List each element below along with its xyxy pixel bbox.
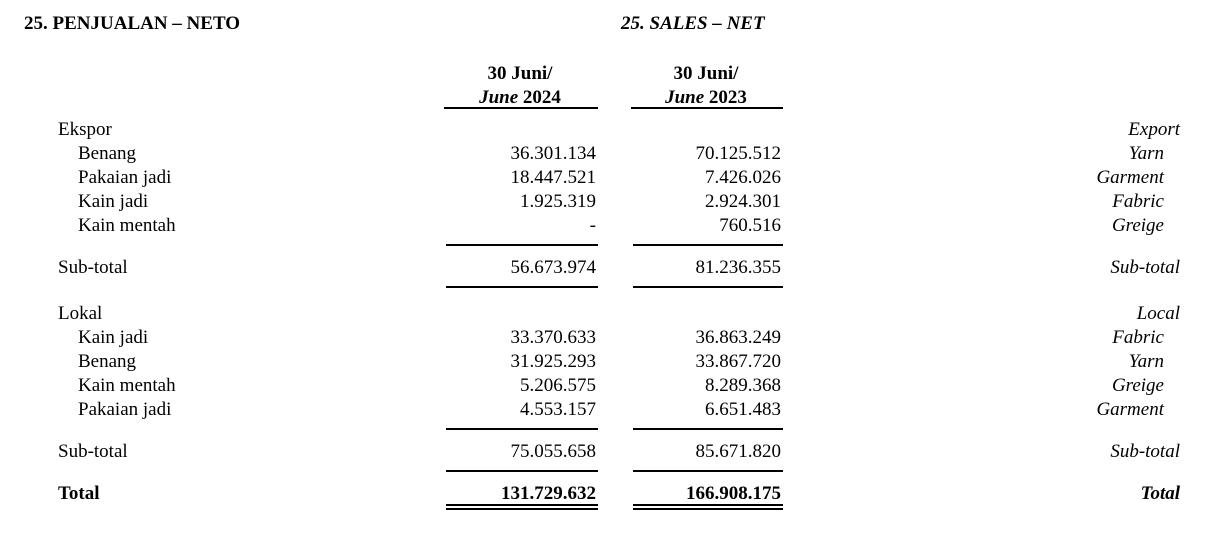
total-double-rule: [446, 504, 598, 510]
row-value-2023: 8.289.368: [705, 375, 781, 396]
row-label-en: Yarn: [1128, 143, 1164, 164]
subtotal-label-id: Sub-total: [58, 257, 128, 278]
total-value-2024: 131.729.632: [501, 483, 596, 504]
row-value-2024: 33.370.633: [510, 327, 596, 348]
header-underline: [444, 107, 598, 109]
row-value-2023: 7.426.026: [705, 167, 781, 188]
row-value-2023: 33.867.720: [695, 351, 781, 372]
row-value-2024: -: [589, 215, 596, 236]
note-title-en-text: SALES – NET: [649, 13, 765, 34]
column-header-line1: 30 Juni/: [673, 63, 739, 84]
row-label-id: Kain mentah: [78, 215, 176, 236]
row-value-2023: 36.863.249: [695, 327, 781, 348]
total-value-2023: 166.908.175: [686, 483, 781, 504]
row-value-2023: 6.651.483: [705, 399, 781, 420]
subtotal-rule: [446, 286, 598, 288]
subtotal-rule: [633, 244, 783, 246]
section-label-export-en: Export: [1128, 119, 1180, 140]
subtotal-label-id: Sub-total: [58, 441, 128, 462]
section-label-local-id: Lokal: [58, 303, 103, 324]
subtotal-rule: [446, 244, 598, 246]
row-label-id: Benang: [78, 351, 137, 372]
note-title-en: [621, 12, 765, 36]
row-label-en: Fabric: [1112, 191, 1164, 212]
note-title-en-number: 25.: [621, 13, 645, 34]
row-label-en: Fabric: [1112, 327, 1164, 348]
row-label-en: Garment: [1096, 399, 1164, 420]
subtotal-value-2023: 85.671.820: [695, 441, 781, 462]
section-label-export-id: Ekspor: [58, 119, 112, 140]
subtotal-label-en: Sub-total: [1110, 441, 1180, 462]
row-label-id: Kain jadi: [78, 327, 149, 348]
row-label-en: Garment: [1096, 167, 1164, 188]
subtotal-rule: [446, 470, 598, 472]
subtotal-label-en: Sub-total: [1110, 257, 1180, 278]
subtotal-value-2023: 81.236.355: [695, 257, 781, 278]
row-value-2024: 1.925.319: [520, 191, 596, 212]
row-value-2023: 70.125.512: [695, 143, 781, 164]
subtotal-rule: [633, 470, 783, 472]
row-value-2024: 31.925.293: [510, 351, 596, 372]
row-value-2024: 36.301.134: [510, 143, 596, 164]
subtotal-rule: [633, 428, 783, 430]
total-label-en: Total: [1140, 483, 1180, 504]
column-header-line2: June 2023: [665, 87, 747, 108]
section-label-local-en: Local: [1136, 303, 1180, 324]
row-value-2024: 5.206.575: [520, 375, 596, 396]
subtotal-value-2024: 56.673.974: [510, 257, 596, 278]
note-title-id: 25. PENJUALAN – NETO: [24, 13, 241, 34]
header-underline: [631, 107, 783, 109]
row-label-en: Greige: [1111, 215, 1164, 236]
column-header-line2: June 2024: [479, 87, 561, 108]
row-label-id: Pakaian jadi: [78, 167, 172, 188]
row-label-id: Kain jadi: [78, 191, 149, 212]
row-value-2023: 2.924.301: [705, 191, 781, 212]
row-label-id: Benang: [78, 143, 137, 164]
total-label-id: Total: [58, 483, 100, 504]
column-header-2024: [444, 62, 596, 110]
row-value-2024: 18.447.521: [510, 167, 596, 188]
total-double-rule: [633, 504, 783, 510]
row-label-en: Greige: [1111, 375, 1164, 396]
row-label-id: Kain mentah: [78, 375, 176, 396]
subtotal-value-2024: 75.055.658: [510, 441, 596, 462]
column-header-2023: [631, 62, 781, 110]
subtotal-rule: [446, 428, 598, 430]
column-header-line1: 30 Juni/: [487, 63, 553, 84]
row-value-2023: 760.516: [719, 215, 781, 236]
subtotal-rule: [633, 286, 783, 288]
row-label-en: Yarn: [1128, 351, 1164, 372]
row-label-id: Pakaian jadi: [78, 399, 172, 420]
row-value-2024: 4.553.157: [520, 399, 596, 420]
